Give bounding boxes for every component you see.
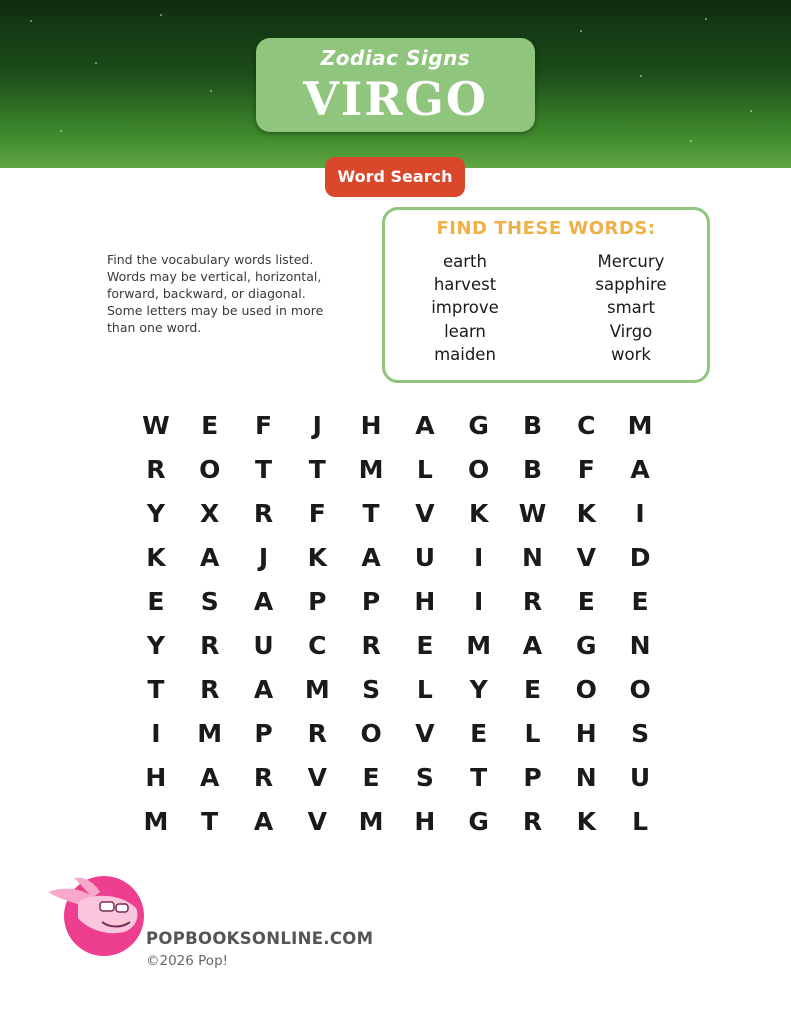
grid-letter[interactable]: C <box>308 631 327 660</box>
grid-letter[interactable]: U <box>629 763 651 792</box>
grid-letter[interactable]: E <box>362 763 380 792</box>
grid-letter[interactable]: G <box>468 411 489 440</box>
grid-row <box>129 492 669 536</box>
grid-letter[interactable]: K <box>576 807 596 836</box>
word-item: improve <box>431 298 499 318</box>
grid-letter[interactable]: K <box>146 543 166 572</box>
grid-row <box>129 668 669 712</box>
grid-letter[interactable]: M <box>358 807 384 836</box>
grid-letter[interactable]: O <box>199 455 221 484</box>
grid-letter[interactable]: P <box>254 719 273 748</box>
grid-letter[interactable]: J <box>258 543 269 572</box>
grid-row <box>129 624 669 668</box>
grid-letter[interactable]: T <box>254 455 273 484</box>
grid-letter[interactable]: K <box>468 499 489 528</box>
grid-letter[interactable]: L <box>632 807 649 836</box>
word-item: learn <box>444 321 486 341</box>
grid-row <box>129 800 669 844</box>
grid-letter[interactable]: E <box>523 675 542 704</box>
grid-letter[interactable]: I <box>635 499 645 528</box>
word-item: harvest <box>433 275 497 295</box>
grid-letter[interactable]: R <box>253 499 274 528</box>
grid-letter[interactable]: I <box>474 543 484 572</box>
grid-letter[interactable]: H <box>360 411 382 440</box>
grid-row <box>129 448 669 492</box>
grid-letter[interactable]: M <box>197 719 223 748</box>
grid-letter[interactable]: E <box>470 719 488 748</box>
grid-letter[interactable]: M <box>358 455 384 484</box>
grid-letter[interactable]: E <box>416 631 434 660</box>
grid-letter[interactable]: R <box>253 763 274 792</box>
pink-kangaroo-logo-icon <box>44 872 148 956</box>
grid-letter[interactable]: N <box>522 543 543 572</box>
word-search-badge: Word Search <box>325 157 465 197</box>
word-item: Mercury <box>597 252 665 271</box>
instructions-text: Find the vocabulary words listed. Words may be vertical, horizontal, forward, backward, or diagonal. Some letters may be used in more than one word. <box>107 252 324 335</box>
grid-letter[interactable]: P <box>523 763 542 792</box>
grid-letter[interactable]: L <box>416 675 433 704</box>
grid-letter[interactable]: M <box>304 675 330 704</box>
grid-letter[interactable]: A <box>361 543 381 572</box>
grid-letter[interactable]: T <box>147 675 165 704</box>
grid-letter[interactable]: E <box>147 587 165 616</box>
grid-letter[interactable]: L <box>416 455 433 484</box>
word-list-heading: FIND THESE WORDS: <box>436 218 656 239</box>
grid-row <box>129 756 669 800</box>
grid-letter[interactable]: V <box>415 499 435 528</box>
grid-letter[interactable]: M <box>143 807 169 836</box>
grid-letter[interactable]: H <box>414 587 436 616</box>
grid-letter[interactable]: P <box>308 587 327 616</box>
grid-letter[interactable]: R <box>361 631 381 660</box>
grid-letter[interactable]: K <box>576 499 596 528</box>
grid-letter[interactable]: R <box>307 719 327 748</box>
subtitle: Zodiac Signs <box>320 46 471 70</box>
title-card <box>256 38 535 132</box>
word-list-left-column <box>395 250 535 366</box>
grid-letter[interactable]: O <box>360 719 382 748</box>
grid-letter[interactable]: A <box>630 455 650 484</box>
grid-letter[interactable]: A <box>253 675 274 704</box>
grid-letter[interactable]: S <box>200 587 219 616</box>
grid-letter[interactable]: H <box>575 719 597 748</box>
grid-letter[interactable]: L <box>524 719 541 748</box>
word-item: Virgo <box>609 321 653 341</box>
grid-letter[interactable]: A <box>415 411 435 440</box>
grid-letter[interactable]: E <box>201 411 219 440</box>
grid-letter[interactable]: M <box>627 411 653 440</box>
grid-letter[interactable]: F <box>308 499 326 528</box>
word-search-grid <box>129 404 669 844</box>
word-item: maiden <box>434 344 496 364</box>
grid-letter[interactable]: Y <box>469 675 488 704</box>
grid-letter[interactable]: A <box>200 543 220 572</box>
grid-letter[interactable]: Y <box>146 499 165 528</box>
grid-letter[interactable]: O <box>629 675 651 704</box>
grid-letter[interactable]: V <box>307 807 327 836</box>
grid-row <box>129 404 669 448</box>
grid-letter[interactable]: R <box>522 587 543 616</box>
grid-letter[interactable]: I <box>151 719 161 748</box>
word-item: earth <box>443 252 487 271</box>
grid-letter[interactable]: B <box>522 411 542 440</box>
grid-letter[interactable]: H <box>414 807 436 836</box>
website-link[interactable]: POPBOOKSONLINE.COM <box>146 929 374 948</box>
grid-letter[interactable]: E <box>577 587 595 616</box>
grid-letter[interactable]: W <box>142 411 170 440</box>
grid-letter[interactable]: B <box>522 455 542 484</box>
word-item: work <box>611 344 651 364</box>
grid-letter[interactable]: J <box>312 411 322 440</box>
grid-letter[interactable]: D <box>629 543 651 572</box>
grid-letter[interactable]: Y <box>146 631 165 660</box>
grid-letter[interactable]: A <box>253 807 274 836</box>
grid-letter[interactable]: P <box>361 587 381 616</box>
grid-letter[interactable]: W <box>518 499 547 528</box>
word-list-box <box>382 207 710 383</box>
grid-letter[interactable]: F <box>254 411 273 440</box>
grid-letter[interactable]: K <box>307 543 327 572</box>
grid-letter[interactable]: T <box>470 763 488 792</box>
word-item: sapphire <box>595 275 667 295</box>
grid-letter[interactable]: A <box>200 763 220 792</box>
grid-letter[interactable]: O <box>575 675 597 704</box>
grid-letter[interactable]: H <box>145 763 167 792</box>
grid-letter[interactable]: R <box>200 631 220 660</box>
grid-letter[interactable]: S <box>631 719 650 748</box>
grid-letter[interactable]: F <box>577 455 595 484</box>
grid-letter[interactable]: E <box>631 587 649 616</box>
grid-letter[interactable]: U <box>253 631 274 660</box>
grid-letter[interactable]: R <box>146 455 166 484</box>
grid-letter[interactable]: O <box>468 455 490 484</box>
grid-letter[interactable]: T <box>308 455 326 484</box>
grid-row <box>129 712 669 756</box>
grid-letter[interactable]: R <box>200 675 220 704</box>
grid-letter[interactable]: I <box>474 587 484 616</box>
grid-letter[interactable]: V <box>576 543 596 572</box>
grid-letter[interactable]: N <box>629 631 651 660</box>
grid-letter[interactable]: A <box>522 631 543 660</box>
grid-row <box>129 580 669 624</box>
grid-letter[interactable]: R <box>522 807 543 836</box>
grid-letter[interactable]: X <box>200 499 220 528</box>
grid-letter[interactable]: U <box>414 543 436 572</box>
grid-letter[interactable]: C <box>577 411 596 440</box>
page-title: VIRGO <box>303 72 488 126</box>
word-item: smart <box>606 298 656 318</box>
grid-letter[interactable]: T <box>201 807 219 836</box>
grid-letter[interactable]: M <box>466 631 492 660</box>
grid-letter[interactable]: T <box>362 499 380 528</box>
copyright-text: ©2026 Pop! <box>146 953 229 969</box>
grid-letter[interactable]: G <box>576 631 597 660</box>
grid-letter[interactable]: N <box>575 763 597 792</box>
grid-letter[interactable]: V <box>415 719 435 748</box>
grid-letter[interactable]: A <box>253 587 274 616</box>
grid-row <box>129 536 669 580</box>
grid-letter[interactable]: V <box>307 763 327 792</box>
grid-letter[interactable]: S <box>362 675 381 704</box>
grid-letter[interactable]: G <box>468 807 489 836</box>
grid-letter[interactable]: S <box>415 763 434 792</box>
word-list-right-column <box>561 250 701 366</box>
